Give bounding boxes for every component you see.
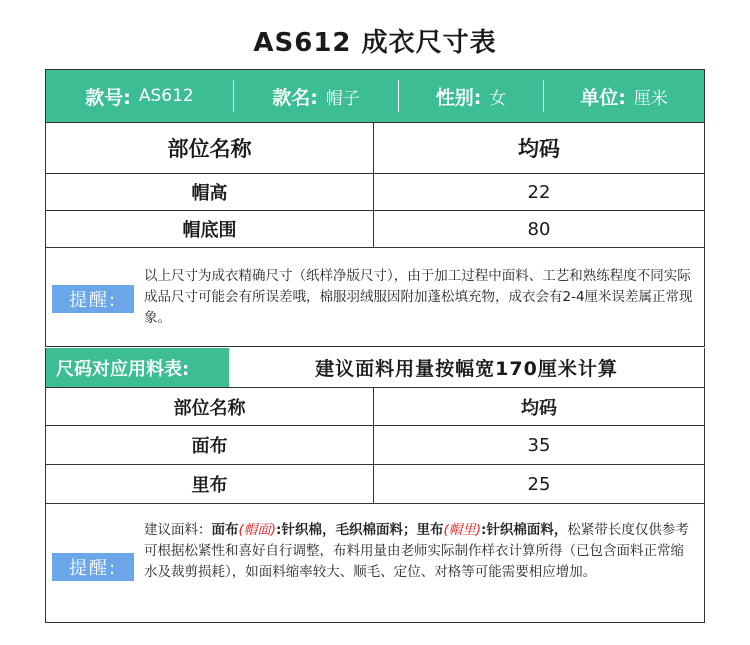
tip-note-2 xyxy=(46,505,704,623)
col-size-header: 均码 xyxy=(521,397,557,419)
col-size-header: 均码 xyxy=(518,137,560,161)
tip-text xyxy=(144,520,696,583)
face-desc: :针织棉，毛织棉面料； xyxy=(276,522,417,538)
size-cell: 25 xyxy=(527,473,551,495)
style-no-value: AS612 xyxy=(138,86,194,106)
table-row xyxy=(46,211,704,248)
part-cell: 面布 xyxy=(46,426,374,464)
material-section-label: 尺码对应用料表: xyxy=(46,348,229,387)
unit-value: 厘米 xyxy=(633,88,668,109)
tip-note-1 xyxy=(46,249,704,347)
tip-badge: 提醒: xyxy=(52,553,134,581)
lining-tag: (帽里) xyxy=(443,522,481,538)
col-part-header: 部位名称 xyxy=(46,123,374,173)
size-table-header xyxy=(46,122,704,174)
style-no-cell xyxy=(46,80,234,112)
size-table xyxy=(46,122,704,248)
size-cell: 35 xyxy=(527,434,551,456)
info-header xyxy=(46,70,704,122)
lining-label: 里布 xyxy=(416,522,444,538)
lining-desc: :针织棉面料， xyxy=(481,522,568,538)
page-title: AS612 成衣尺寸表 xyxy=(253,28,497,58)
size-cell: 22 xyxy=(527,181,551,203)
face-label: 面布 xyxy=(211,522,239,538)
face-tag: (帽面) xyxy=(238,522,277,538)
style-name-cell xyxy=(234,80,399,112)
gender-value: 女 xyxy=(489,88,507,109)
unit-label: 单位: xyxy=(580,86,626,109)
table-row xyxy=(46,426,704,465)
size-cell: 80 xyxy=(527,218,551,240)
col-part-header: 部位名称 xyxy=(46,388,374,425)
part-cell: 帽高 xyxy=(46,174,374,210)
tip-prefix: 建议面料： xyxy=(144,522,212,538)
style-no-label: 款号: xyxy=(85,86,131,109)
gender-label: 性别: xyxy=(435,86,482,109)
material-table-header xyxy=(46,388,704,426)
material-section-bar xyxy=(46,348,704,387)
table-row xyxy=(46,465,704,504)
material-section-note: 建议面料用量按幅宽170厘米计算 xyxy=(315,358,618,380)
part-cell: 里布 xyxy=(46,465,374,503)
unit-cell xyxy=(544,80,704,112)
tip-text: 以上尺寸为成衣精确尺寸（纸样净版尺寸），由于加工过程中面料、工艺和熟练程度不同实际成品尺寸可能会有所误差哦，棉服羽绒服因附加蓬松填充物，成衣会有2-4厘米误差属正常现象。 xyxy=(144,268,693,326)
part-cell: 帽底围 xyxy=(46,211,374,247)
style-name-value: 帽子 xyxy=(325,88,360,109)
tip-badge: 提醒: xyxy=(52,285,134,313)
tip-rest: 松紧带长度仅供参考可根据松紧性和喜好自行调整，布料用量由老师实际制作样衣计算所得（已包含面料正常缩水及裁剪损耗），如面料缩率较大、顺毛、定位、对格等可能需要相应增加。 xyxy=(144,522,689,580)
material-table xyxy=(46,388,704,504)
style-name-label: 款名: xyxy=(272,86,318,109)
table-row xyxy=(46,174,704,211)
gender-cell xyxy=(399,80,544,112)
